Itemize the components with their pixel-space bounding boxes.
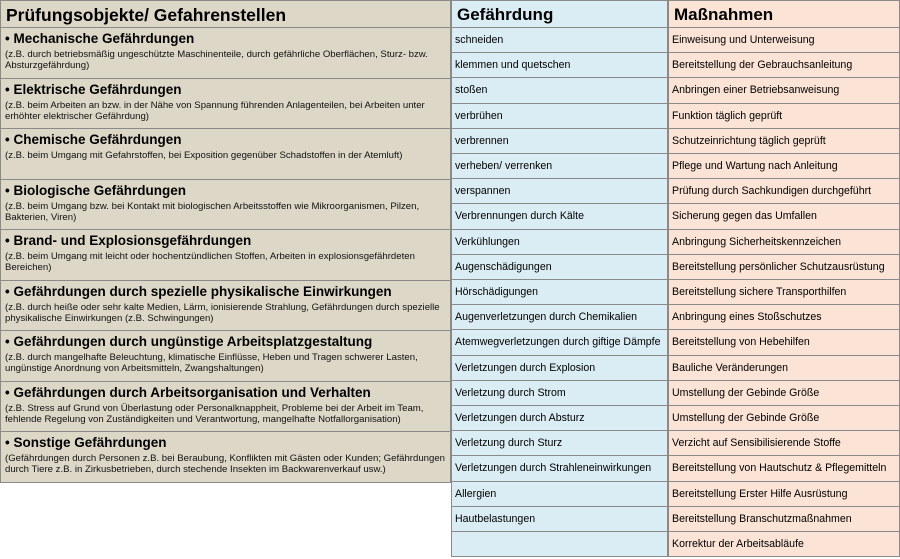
- hazard-cell[interactable]: Verletzung durch Strom: [451, 381, 668, 406]
- measure-cell[interactable]: Verzicht auf Sensibilisierende Stoffe: [668, 431, 900, 456]
- category-description: (z.B. beim Umgang mit Gefahrstoffen, bei Exposition gegenüber Schadstoffen in der Atemluft): [5, 150, 403, 161]
- category-title: • Biologische Gefährdungen: [5, 182, 186, 198]
- category-cell[interactable]: [0, 28, 451, 79]
- hazard-cell[interactable]: Allergien: [451, 482, 668, 507]
- measure-cell[interactable]: Funktion täglich geprüft: [668, 104, 900, 129]
- hazard-cell[interactable]: Hörschädigungen: [451, 280, 668, 305]
- category-description: (z.B. beim Umgang mit leicht oder hochentzündlichen Stoffen, Arbeiten in explosionsgefährdeten Bereichen): [5, 251, 415, 274]
- category-title: • Chemische Gefährdungen: [5, 132, 182, 147]
- measure-cell[interactable]: Sicherung gegen das Umfallen: [668, 204, 900, 229]
- header-measures[interactable]: Maßnahmen: [668, 0, 900, 28]
- category-cell[interactable]: [0, 331, 451, 382]
- measure-cell[interactable]: Bereitstellung von Hebehilfen: [668, 330, 900, 355]
- measure-cell[interactable]: Schutzeinrichtung täglich geprüft: [668, 129, 900, 154]
- hazard-cell[interactable]: schneiden: [451, 28, 668, 53]
- category-cell[interactable]: [0, 79, 451, 130]
- hazard-cell[interactable]: verbrühen: [451, 104, 668, 129]
- empty-area: [0, 483, 451, 559]
- measure-cell[interactable]: Bereitstellung von Hautschutz & Pflegemitteln: [668, 456, 900, 481]
- measure-cell[interactable]: Bereitstellung Branschutzmaßnahmen: [668, 507, 900, 532]
- measure-cell[interactable]: Anbringung Sicherheitskennzeichen: [668, 230, 900, 255]
- hazard-cell[interactable]: Verkühlungen: [451, 230, 668, 255]
- hazard-cell[interactable]: Verbrennungen durch Kälte: [451, 204, 668, 229]
- category-description: (z.B. Stress auf Grund von Überlastung oder Personalknappheit, Probleme bei der Arbeit im Team, fehlende Regelung von Zuständigkeiten und Verantwortung, mangelhafte Notfallorganisation): [5, 402, 424, 425]
- measure-cell[interactable]: Umstellung der Gebinde Größe: [668, 406, 900, 431]
- hazard-cell[interactable]: Augenverletzungen durch Chemikalien: [451, 305, 668, 330]
- hazard-cell[interactable]: verheben/ verrenken: [451, 154, 668, 179]
- measure-cell[interactable]: Bauliche Veränderungen: [668, 356, 900, 381]
- measure-cell[interactable]: Bereitstellung persönlicher Schutzausrüstung: [668, 255, 900, 280]
- measure-cell[interactable]: Bereitstellung Erster Hilfe Ausrüstung: [668, 482, 900, 507]
- hazard-cell[interactable]: verspannen: [451, 179, 668, 204]
- category-cell[interactable]: [0, 281, 451, 332]
- measure-cell[interactable]: Prüfung durch Sachkundigen durchgeführt: [668, 179, 900, 204]
- category-description: (Gefährdungen durch Personen z.B. bei Beraubung, Konflikten mit Gästen oder Kunden; Gefährdungen durch Tiere z.B. in Zirkusbetrieben, durch stechende Insekten im Backwarenverkauf usw.): [5, 453, 446, 476]
- category-title: • Brand- und Explosionsgefährdungen: [5, 233, 252, 248]
- hazard-cell[interactable]: Verletzungen durch Strahleneinwirkungen: [451, 456, 668, 481]
- hazard-cell[interactable]: Verletzungen durch Absturz: [451, 406, 668, 431]
- category-description: (z.B. durch mangelhafte Beleuchtung, klimatische Einflüsse, Heben und Tragen schwerer Lasten, ungünstige Anordnung von Arbeitsmitteln, Zwangshaltungen): [5, 352, 418, 375]
- category-description: (z.B. durch betriebsmäßig ungeschützte Maschinenteile, durch gefährliche Oberflächen, Sturz- bzw. Absturzgefährdung): [5, 49, 428, 72]
- measure-cell[interactable]: Korrektur der Arbeitsabläufe: [668, 532, 900, 557]
- category-title: • Mechanische Gefährdungen: [5, 31, 195, 46]
- category-cell[interactable]: [0, 180, 451, 231]
- category-description: (z.B. durch heiße oder sehr kalte Medien, Lärm, ionisierende Strahlung, Gefährdungen durch spezielle physikalische Einwirkungen (z.B. Schwingungen): [5, 301, 440, 324]
- hazard-cell[interactable]: verbrennen: [451, 129, 668, 154]
- category-title: • Gefährdungen durch Arbeitsorganisation und Verhalten: [5, 384, 371, 400]
- measure-cell[interactable]: Einweisung und Unterweisung: [668, 28, 900, 53]
- category-title: • Gefährdungen durch ungünstige Arbeitsplatzgestaltung: [5, 334, 373, 349]
- category-description: (z.B. beim Arbeiten an bzw. in der Nähe von Spannung führenden Anlagenteilen, bei Arbeiten unter erhöhter elektrischer Gefährdung): [5, 99, 425, 122]
- hazard-cell[interactable]: Verletzungen durch Explosion: [451, 356, 668, 381]
- category-cell[interactable]: [0, 230, 451, 281]
- hazard-cell[interactable]: Verletzung durch Sturz: [451, 431, 668, 456]
- hazard-cell[interactable]: Atemwegverletzungen durch giftige Dämpfe: [451, 330, 668, 355]
- hazard-cell[interactable]: Augenschädigungen: [451, 255, 668, 280]
- category-title: • Elektrische Gefährdungen: [5, 81, 182, 97]
- hazard-cell[interactable]: stoßen: [451, 78, 668, 103]
- category-cell[interactable]: [0, 382, 451, 433]
- category-title: • Sonstige Gefährdungen: [5, 435, 167, 450]
- measure-cell[interactable]: Bereitstellung der Gebrauchsanleitung: [668, 53, 900, 78]
- category-cell[interactable]: [0, 129, 451, 180]
- measure-cell[interactable]: Anbringung eines Stoßschutzes: [668, 305, 900, 330]
- measure-cell[interactable]: Bereitstellung sichere Transporthilfen: [668, 280, 900, 305]
- category-description: (z.B. beim Umgang bzw. bei Kontakt mit biologischen Arbeitsstoffen wie Mikroorganismen, Pilzen, Bakterien, Viren): [5, 200, 420, 223]
- measure-cell[interactable]: Anbringen einer Betriebsanweisung: [668, 78, 900, 103]
- hazard-cell[interactable]: [451, 532, 668, 557]
- category-cell[interactable]: [0, 432, 451, 483]
- category-title: • Gefährdungen durch spezielle physikalische Einwirkungen: [5, 283, 392, 299]
- hazard-cell[interactable]: klemmen und quetschen: [451, 53, 668, 78]
- measure-cell[interactable]: Pflege und Wartung nach Anleitung: [668, 154, 900, 179]
- hazard-cell[interactable]: Hautbelastungen: [451, 507, 668, 532]
- measure-cell[interactable]: Umstellung der Gebinde Größe: [668, 381, 900, 406]
- header-hazard[interactable]: Gefährdung: [451, 0, 668, 28]
- header-objects[interactable]: Prüfungsobjekte/ Gefahrenstellen: [0, 0, 451, 28]
